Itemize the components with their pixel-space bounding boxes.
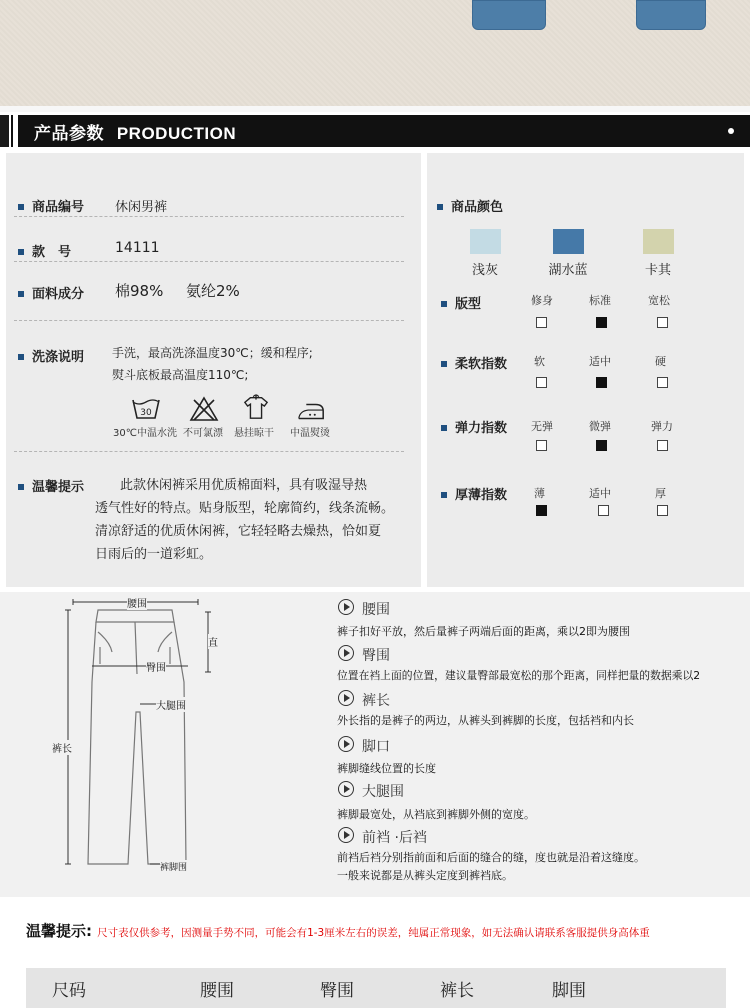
color-swatch xyxy=(470,229,501,254)
fit-label: 版型 xyxy=(455,297,482,312)
col-size: 尺码 xyxy=(52,981,86,1001)
hang-dry-icon xyxy=(241,394,271,424)
no-bleach-label: 不可氯漂 xyxy=(183,428,223,439)
divider xyxy=(14,320,404,321)
wash-30-icon xyxy=(131,396,161,426)
model-row xyxy=(18,241,71,260)
product-code-label: 商品编号 xyxy=(32,200,85,215)
color-swatch xyxy=(553,229,584,254)
thickness-option-medium: 适中 xyxy=(589,487,611,500)
softness-option-hard: 硬 xyxy=(655,355,666,368)
play-icon xyxy=(338,599,354,615)
bullet-icon xyxy=(441,361,447,367)
fabric-row xyxy=(18,283,84,302)
play-icon xyxy=(338,690,354,706)
colors-label: 商品颜色 xyxy=(451,200,504,215)
fit-checkbox-loose[interactable] xyxy=(657,317,668,328)
header-accent xyxy=(0,115,11,147)
elasticity-checkbox-slight[interactable] xyxy=(596,440,607,451)
diagram-label-waist: 腰围 xyxy=(127,595,147,610)
divider xyxy=(14,216,404,217)
fabric-label: 面料成分 xyxy=(32,287,85,302)
tips-line: 透气性好的特点。贴身版型，轮廓简约，线条流畅。 xyxy=(95,501,395,516)
thickness-row xyxy=(441,484,507,503)
elasticity-checkbox-none[interactable] xyxy=(536,440,547,451)
elasticity-option-slight: 微弹 xyxy=(589,420,611,433)
size-notice xyxy=(26,920,650,941)
iron-medium-label: 中温熨烫 xyxy=(290,428,330,439)
jeans-leg-right xyxy=(636,0,706,30)
size-table-header xyxy=(26,968,726,1008)
tips-line: 日雨后的一道彩虹。 xyxy=(95,547,213,562)
bullet-icon xyxy=(437,204,443,210)
diagram-label-hem: 裤脚围 xyxy=(160,860,187,873)
guide-desc-rise: 前裆后裆分别指前面和后面的缝合的缝，度也就是沿着这缝度。 xyxy=(337,851,645,864)
divider xyxy=(14,261,404,262)
bullet-icon xyxy=(18,354,24,360)
tips-row xyxy=(18,476,84,495)
product-photo xyxy=(0,0,750,108)
elasticity-option-stretch: 弹力 xyxy=(651,420,673,433)
guide-desc-waist: 裤子扣好平放，然后量裤子两端后面的距离，乘以2即为腰围 xyxy=(337,625,630,638)
col-hem: 脚围 xyxy=(552,981,586,1001)
wash-label: 洗涤说明 xyxy=(32,350,85,365)
wash-row xyxy=(18,346,84,365)
col-waist: 腰围 xyxy=(200,981,234,1001)
header-dot xyxy=(728,128,734,134)
thickness-option-thin: 薄 xyxy=(534,487,545,500)
thickness-option-thick: 厚 xyxy=(655,487,666,500)
guide-title-rise: 前裆 ·后裆 xyxy=(362,830,427,846)
notice-text: 尺寸表仅供参考，因测量手势不同，可能会有1-3厘米左右的误差，纯属正常现象，如无法确认请联系客服提供身高体重 xyxy=(97,927,650,939)
softness-checkbox-soft[interactable] xyxy=(536,377,547,388)
fabric-value-spandex: 氨纶2% xyxy=(186,282,240,300)
bullet-icon xyxy=(18,484,24,490)
spec-panel-right xyxy=(427,153,744,587)
guide-desc-rise-2: 一般来说都是从裤头定度到裤裆底。 xyxy=(337,869,513,882)
bullet-icon xyxy=(441,492,447,498)
diagram-label-rise: 直 xyxy=(208,634,218,649)
product-code-value: 休闲男裤 xyxy=(115,200,168,215)
elasticity-option-none: 无弹 xyxy=(531,420,553,433)
diagram-label-hip: 臀围 xyxy=(146,659,166,674)
bullet-icon xyxy=(441,301,447,307)
elasticity-checkbox-stretch[interactable] xyxy=(657,440,668,451)
title-cn: 产品参数 xyxy=(34,124,104,144)
hang-dry-label: 悬挂晾干 xyxy=(234,428,274,439)
play-icon xyxy=(338,781,354,797)
bullet-icon xyxy=(18,204,24,210)
wash-line-1: 手洗，最高洗涤温度30℃；缓和程序; xyxy=(112,346,313,360)
softness-row xyxy=(441,353,507,372)
product-code-row xyxy=(18,196,84,215)
guide-desc-hip: 位置在裆上面的位置，建议量臀部最宽松的那个距离，同样把量的数据乘以2 xyxy=(337,669,701,682)
softness-option-medium: 适中 xyxy=(589,355,611,368)
softness-option-soft: 软 xyxy=(534,355,545,368)
title-en: PRODUCTION xyxy=(116,124,237,143)
col-length: 裤长 xyxy=(440,981,474,1001)
model-label: 款 号 xyxy=(32,245,72,260)
bullet-icon xyxy=(441,425,447,431)
fit-checkbox-standard[interactable] xyxy=(596,317,607,328)
divider xyxy=(14,451,404,452)
color-name: 浅灰 xyxy=(471,263,498,278)
model-value: 14111 xyxy=(115,240,160,256)
jeans-leg-left xyxy=(472,0,546,30)
elasticity-row xyxy=(441,417,507,436)
section-header xyxy=(0,115,750,147)
header-accent xyxy=(13,115,18,147)
thickness-checkbox-thin[interactable] xyxy=(536,505,547,516)
divider xyxy=(0,106,750,112)
wash-line-2: 熨斗底板最高温度110℃; xyxy=(112,368,249,382)
play-icon xyxy=(338,827,354,843)
play-icon xyxy=(338,645,354,661)
bullet-icon xyxy=(18,291,24,297)
fit-checkbox-slim[interactable] xyxy=(536,317,547,328)
color-name: 卡其 xyxy=(644,263,671,278)
fit-row xyxy=(441,293,481,312)
fit-option-loose: 宽松 xyxy=(648,294,670,307)
thickness-checkbox-medium[interactable] xyxy=(598,505,609,516)
guide-title-hem: 脚口 xyxy=(362,739,390,755)
tips-text xyxy=(95,474,394,566)
play-icon xyxy=(338,736,354,752)
thickness-checkbox-thick[interactable] xyxy=(657,505,668,516)
col-hip: 臀围 xyxy=(320,981,354,1001)
bullet-icon xyxy=(18,249,24,255)
wash-30-label: 30℃中温水洗 xyxy=(113,428,177,439)
fabric-value-cotton: 棉98% xyxy=(115,282,164,300)
tips-label: 温馨提示 xyxy=(32,480,85,495)
colors-row xyxy=(437,196,503,215)
fit-option-standard: 标准 xyxy=(589,294,611,307)
softness-checkbox-hard[interactable] xyxy=(657,377,668,388)
section-title xyxy=(34,119,236,144)
color-name: 湖水蓝 xyxy=(548,263,588,278)
softness-label: 柔软指数 xyxy=(455,357,508,372)
diagram-label-length: 裤长 xyxy=(52,740,72,755)
size-guide xyxy=(0,592,750,897)
spec-panel-left xyxy=(6,153,421,587)
guide-desc-thigh: 裤脚最宽处，从裆底到裤脚外侧的宽度。 xyxy=(337,808,535,821)
guide-desc-hem: 裤脚缝线位置的长度 xyxy=(337,762,436,775)
tips-line: 此款休闲裤采用优质棉面料，具有吸湿导热 xyxy=(120,478,368,493)
tips-line: 清凉舒适的优质休闲裤，它轻轻略去燥热，恰如夏 xyxy=(95,524,382,539)
notice-label: 温馨提示: xyxy=(26,922,92,940)
guide-title-thigh: 大腿围 xyxy=(362,784,404,800)
softness-checkbox-medium[interactable] xyxy=(596,377,607,388)
guide-title-hip: 臀围 xyxy=(362,648,390,664)
color-option-khaki[interactable] xyxy=(638,229,678,278)
diagram-label-thigh: 大腿围 xyxy=(156,697,186,712)
thickness-label: 厚薄指数 xyxy=(455,488,508,503)
guide-title-waist: 腰围 xyxy=(362,602,390,618)
svg-text:30: 30 xyxy=(140,408,152,418)
no-bleach-icon xyxy=(189,396,219,426)
color-option-light-gray[interactable] xyxy=(465,229,505,278)
color-swatch xyxy=(643,229,674,254)
elasticity-label: 弹力指数 xyxy=(455,421,508,436)
guide-desc-length: 外长指的是裤子的两边，从裤头到裤脚的长度，包括裆和内长 xyxy=(337,714,634,727)
fit-option-slim: 修身 xyxy=(531,294,553,307)
color-option-lake-blue[interactable] xyxy=(543,229,593,278)
guide-title-length: 裤长 xyxy=(362,693,390,709)
